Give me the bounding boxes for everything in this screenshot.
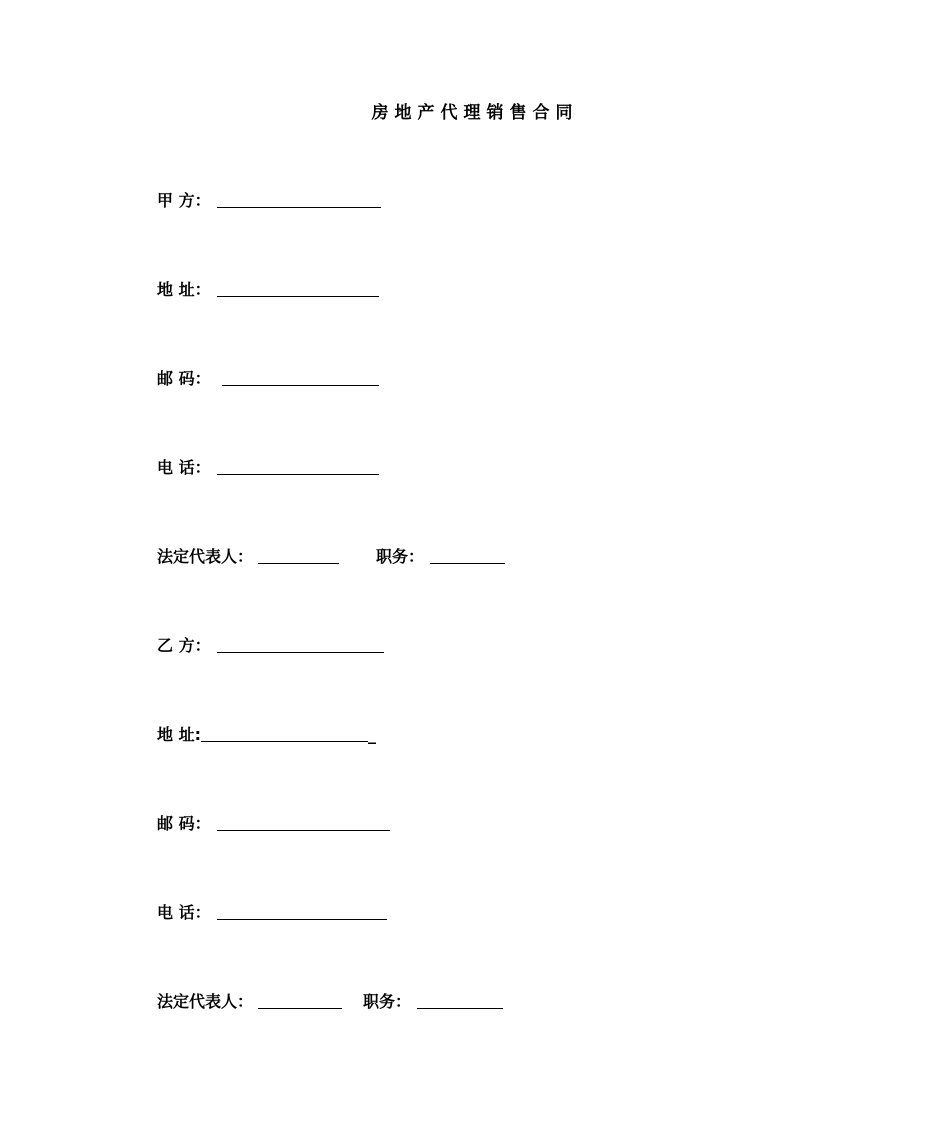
- party-a-position-blank[interactable]: [430, 547, 505, 564]
- party-b-postcode-blank[interactable]: [217, 814, 390, 831]
- party-a-position-label: 职务：: [376, 547, 425, 566]
- party-b-position-label: 职务：: [363, 992, 412, 1011]
- party-a-postcode-row: [157, 367, 379, 389]
- party-a-rep-label: 法定代表人：: [157, 547, 254, 566]
- party-a-name-blank[interactable]: [217, 191, 381, 208]
- party-b-name-row: [157, 634, 384, 656]
- party-a-rep-blank[interactable]: [258, 547, 339, 564]
- party-b-name-blank[interactable]: [217, 636, 384, 653]
- party-b-rep-label: 法定代表人：: [157, 992, 254, 1011]
- party-b-position-blank[interactable]: [417, 992, 503, 1009]
- party-a-rep-row: [157, 545, 505, 567]
- party-b-address-label: 地 址:: [157, 725, 201, 744]
- party-b-rep-row: [157, 990, 503, 1012]
- party-b-address-blank[interactable]: [201, 725, 368, 742]
- party-a-phone-row: [157, 456, 379, 478]
- party-a-postcode-blank[interactable]: [222, 369, 379, 386]
- party-b-address-suffix: _: [367, 725, 376, 744]
- party-a-phone-label: 电 话：: [157, 458, 211, 477]
- party-b-phone-label: 电 话：: [157, 903, 211, 922]
- party-b-address-row: [157, 723, 376, 745]
- party-a-address-row: [157, 278, 379, 300]
- party-a-name-row: [157, 189, 381, 211]
- party-b-phone-row: [157, 901, 387, 923]
- party-a-address-blank[interactable]: [217, 280, 379, 297]
- party-b-phone-blank[interactable]: [217, 903, 387, 920]
- party-a-address-label: 地 址：: [157, 280, 211, 299]
- party-a-phone-blank[interactable]: [217, 458, 379, 475]
- page-title: 房地产代理销售合同: [371, 103, 579, 123]
- party-a-name-label: 甲 方：: [157, 191, 211, 210]
- party-b-postcode-label: 邮 码：: [157, 814, 211, 833]
- party-b-name-label: 乙 方：: [157, 636, 211, 655]
- party-a-postcode-label: 邮 码：: [157, 369, 211, 388]
- party-b-postcode-row: [157, 812, 390, 834]
- party-b-rep-blank[interactable]: [258, 992, 342, 1009]
